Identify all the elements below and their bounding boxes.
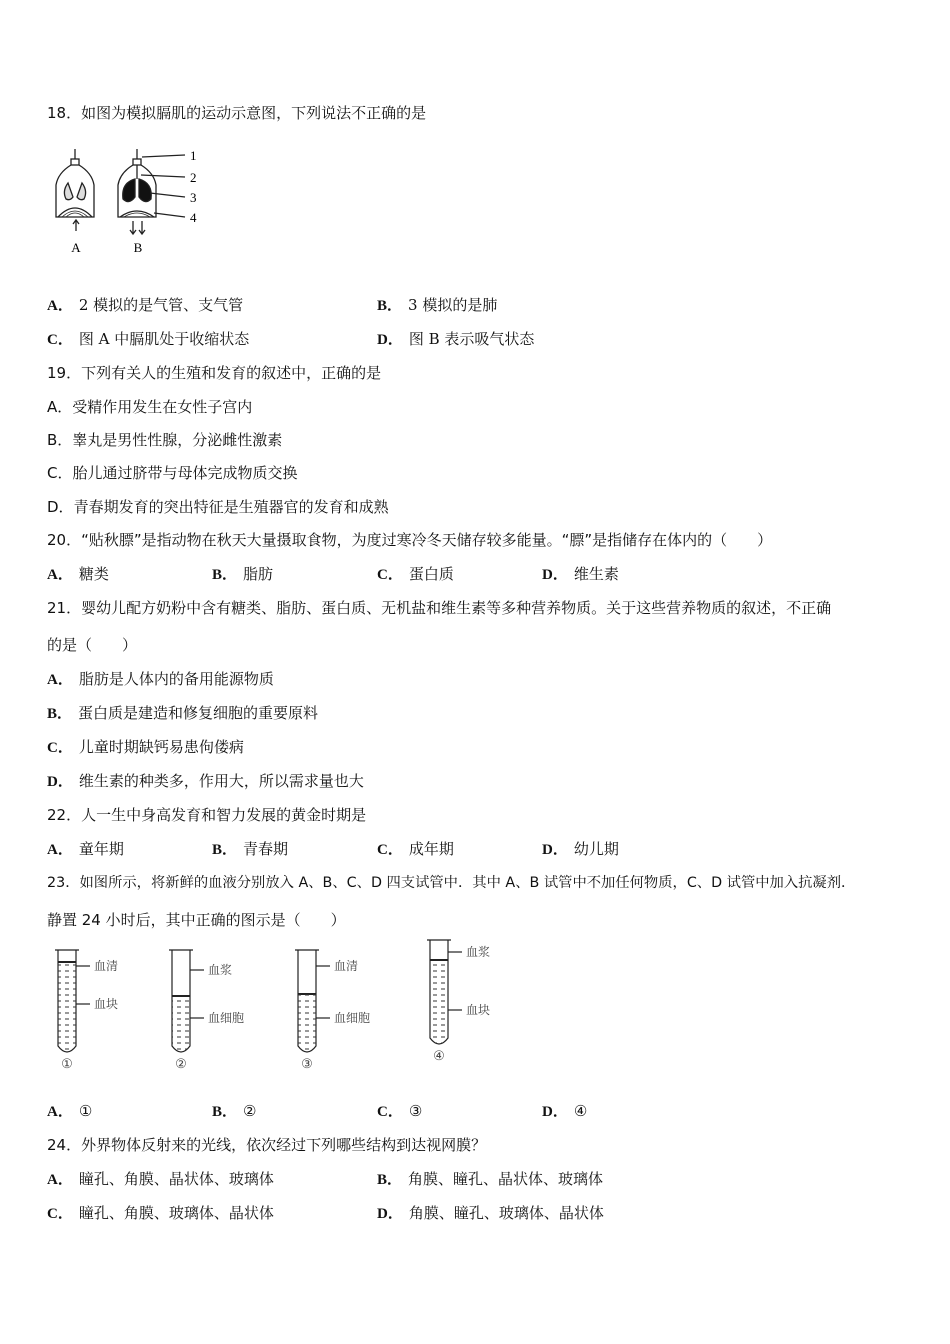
option-text: 蛋白质是建造和修复细胞的重要原料 [78,704,319,722]
test-tube-1 [55,950,90,1052]
q24-option-a[interactable] [47,1168,274,1189]
option-label: B． [377,1172,403,1188]
q18-option-a[interactable] [47,294,243,315]
q22-option-b[interactable] [212,838,288,859]
option-label: A． [47,1104,73,1120]
option-text: 瞳孔、角膜、玻璃体、晶状体 [78,1204,274,1222]
option-label: C． [377,842,403,858]
q24-stem: 24．外界物体反射来的光线，依次经过下列哪些结构到达视网膜？ [47,1136,487,1154]
q24-option-c[interactable] [47,1202,274,1223]
bell-jar-b [118,149,185,234]
q21-option-d[interactable] [47,770,364,791]
q21-option-a[interactable] [47,668,274,689]
bell-jar-a [56,149,94,231]
option-text: 幼儿期 [573,840,619,858]
option-text: 童年期 [78,840,124,858]
tube2-top-label: 血浆 [208,963,233,977]
q24-option-d[interactable] [377,1202,604,1223]
q22-option-a[interactable] [47,838,124,859]
option-label: C． [47,740,73,756]
q22-option-c[interactable] [377,838,454,859]
option-label: B． [212,567,238,583]
tube1-bottom-label: 血块 [94,997,119,1011]
option-label: A． [47,672,73,688]
option-label: D． [47,774,73,790]
option-text: 蛋白质 [408,565,454,583]
option-label: D． [377,1206,403,1222]
caption-b: B [133,240,143,255]
tube2-number: ② [175,1056,187,1071]
option-label: D． [542,567,568,583]
option-label: D． [377,332,403,348]
tube4-top-label: 血浆 [466,945,491,959]
q24-option-b[interactable] [377,1168,603,1189]
option-label: A． [47,298,73,314]
q20-option-c[interactable] [377,563,454,584]
option-label: C． [47,1206,73,1222]
q18-option-b[interactable] [377,294,497,315]
q19-stem: 19．下列有关人的生殖和发育的叙述中，正确的是 [47,364,382,382]
tube4-bottom-label: 血块 [466,1003,491,1017]
option-text: ② [243,1102,257,1120]
label-2: 2 [190,170,197,185]
option-label: B． [47,706,73,722]
option-label: C． [47,332,73,348]
option-text: ③ [408,1102,423,1120]
option-label: B． [212,842,238,858]
q20-stem: 20．“贴秋膘”是指动物在秋天大量摄取食物，为度过寒冷冬天储存较多能量。“膘”是指储存在体内的（ ） [47,531,773,549]
label-3: 3 [190,190,197,205]
test-tube-4 [427,940,462,1044]
option-text: 维生素的种类多，作用大，所以需求量也大 [78,772,364,790]
label-4: 4 [190,210,197,225]
q18-option-d[interactable] [377,328,534,349]
option-text: 维生素 [573,565,619,583]
option-text: 瞳孔、角膜、晶状体、玻璃体 [78,1170,274,1188]
q19-option-a[interactable] [47,396,252,417]
q22-stem: 22．人一生中身高发育和智力发展的黄金时期是 [47,806,367,824]
option-text: 脂肪 [243,565,274,583]
caption-a: A [71,240,81,255]
q19-option-b[interactable] [47,429,282,450]
tube3-number: ③ [301,1056,313,1071]
q23-option-a[interactable] [47,1100,92,1121]
q19-option-c[interactable] [47,462,298,483]
tube4-number: ④ [433,1048,445,1063]
option-text: 儿童时期缺钙易患佝偻病 [78,738,244,756]
q23-stem-line2: 静置 24 小时后，其中正确的图示是（ ） [47,911,346,929]
q23-stem-line1: 23．如图所示，将新鲜的血液分别放入 A、B、C、D 四支试管中．其中 A、B 试管中不加任何物质，C、D 试管中加入抗凝剂． [47,875,856,891]
option-label: A． [47,567,73,583]
option-text: 角膜、瞳孔、晶状体、玻璃体 [408,1170,604,1188]
q20-option-d[interactable] [542,563,619,584]
option-label: B． [47,431,73,449]
option-text: 成年期 [408,840,454,858]
option-text: 3 模拟的是肺 [408,296,498,314]
tube3-bottom-label: 血细胞 [334,1011,371,1025]
tube1-top-label: 血清 [94,959,119,973]
option-label: D． [542,1104,568,1120]
q20-option-a[interactable] [47,563,109,584]
q18-diaphragm-figure [50,145,220,264]
option-label: D． [542,842,568,858]
q23-option-b[interactable] [212,1100,256,1121]
option-text: 胎儿通过脐带与母体完成物质交换 [72,464,298,482]
option-text: 图 A 中膈肌处于收缩状态 [78,330,250,348]
q21-option-c[interactable] [47,736,244,757]
test-tube-3 [295,950,330,1052]
option-label: B． [212,1104,238,1120]
q19-option-d[interactable] [47,496,389,517]
q21-stem-line1: 21．婴幼儿配方奶粉中含有糖类、脂肪、蛋白质、无机盐和维生素等多种营养物质。关于这些营养物质的叙述，不正确 [47,599,832,617]
tube3-top-label: 血清 [334,959,359,973]
tube2-bottom-label: 血细胞 [208,1011,245,1025]
option-label: A． [47,842,73,858]
option-text: 角膜、瞳孔、玻璃体、晶状体 [408,1204,604,1222]
q20-option-b[interactable] [212,563,273,584]
option-label: C． [47,464,73,482]
q22-option-d[interactable] [542,838,619,859]
label-1: 1 [190,148,197,163]
q21-stem-line2: 的是（ ） [47,636,138,654]
option-label: A． [47,1172,73,1188]
q23-option-c[interactable] [377,1100,422,1121]
option-label: B． [377,298,403,314]
option-label: C． [377,1104,403,1120]
option-text: 糖类 [78,565,109,583]
option-text: 青春期发育的突出特征是生殖器官的发育和成熟 [73,498,389,516]
q23-option-d[interactable] [542,1100,587,1121]
option-text: ① [78,1102,93,1120]
option-text: 脂肪是人体内的备用能源物质 [78,670,274,688]
option-text: 睾丸是男性性腺，分泌雌性激素 [72,431,283,449]
option-label: C． [377,567,403,583]
option-label: D． [47,498,74,516]
test-tube-2 [169,950,204,1052]
option-label: A． [47,398,73,416]
tube1-number: ① [61,1056,73,1071]
q18-stem: 18．如图为模拟膈肌的运动示意图，下列说法不正确的是 [47,104,427,122]
q21-option-b[interactable] [47,702,318,723]
option-text: ④ [573,1102,588,1120]
option-text: 青春期 [243,840,289,858]
option-text: 2 模拟的是气管、支气管 [78,296,244,314]
q18-option-c[interactable] [47,328,249,349]
option-text: 图 B 表示吸气状态 [408,330,535,348]
option-text: 受精作用发生在女性子宫内 [72,398,253,416]
q23-test-tube-figure [48,938,528,1077]
